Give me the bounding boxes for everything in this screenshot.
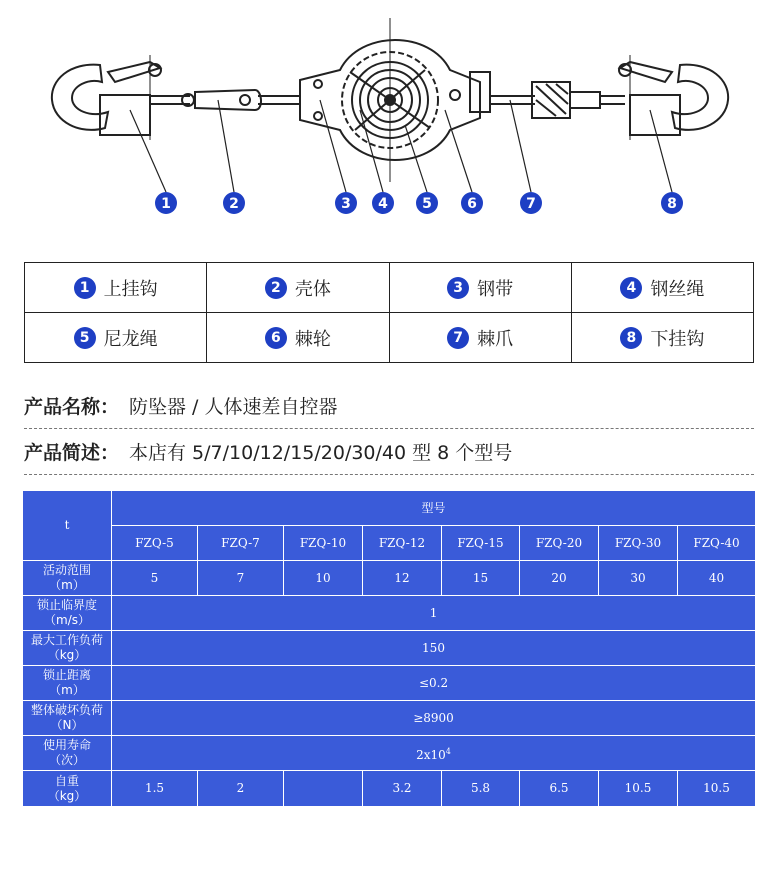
range-cell: 10 (284, 561, 363, 596)
weight-cell: 10.5 (599, 771, 678, 807)
product-diagram (0, 0, 780, 230)
part-label: 棘爪 (477, 328, 514, 350)
parts-cell (571, 313, 753, 363)
range-cell: 7 (198, 561, 284, 596)
product-desc-label: 产品简述： (24, 442, 120, 464)
weight-cell: 1.5 (112, 771, 198, 807)
part-label: 钢带 (477, 278, 514, 300)
table-row (23, 491, 756, 526)
product-name-value: 防坠器 / 人体速差自控器 (129, 396, 338, 418)
table-row (25, 263, 754, 313)
product-name-line (24, 392, 754, 429)
range-cell: 30 (599, 561, 678, 596)
diagram-number-label: 7 (526, 196, 536, 212)
table-row (23, 666, 756, 701)
model-cell: FZQ-7 (198, 526, 284, 561)
corner-cell: t (23, 491, 112, 561)
range-cell: 12 (363, 561, 442, 596)
diagram-number-label: 3 (341, 196, 351, 212)
model-cell: FZQ-40 (678, 526, 756, 561)
part-label: 尼龙绳 (103, 328, 158, 350)
diagram-number-label: 2 (229, 196, 239, 212)
lock-speed-value: 1 (112, 596, 756, 631)
number-badge: 6 (265, 327, 287, 349)
parts-cell (207, 313, 389, 363)
part-label: 上挂钩 (103, 278, 158, 300)
model-cell: FZQ-12 (363, 526, 442, 561)
product-desc-value: 本店有 5/7/10/12/15/20/30/40 型 8 个型号 (129, 442, 513, 464)
break-load-value: ≥8900 (112, 701, 756, 736)
number-badge: 2 (265, 277, 287, 299)
parts-cell (207, 263, 389, 313)
range-cell: 20 (520, 561, 599, 596)
part-label: 下挂钩 (650, 328, 705, 350)
row-header: 使用寿命 （次） (23, 736, 112, 771)
table-row (23, 736, 756, 771)
row-header: 活动范围 （m） (23, 561, 112, 596)
weight-cell: 3.2 (363, 771, 442, 807)
diagram-number-label: 4 (378, 196, 388, 212)
range-cell: 5 (112, 561, 198, 596)
number-badge: 1 (74, 277, 96, 299)
parts-cell (25, 313, 207, 363)
table-row (23, 596, 756, 631)
spec-table (22, 490, 756, 807)
model-cell: FZQ-5 (112, 526, 198, 561)
weight-cell: 10.5 (678, 771, 756, 807)
table-row (23, 701, 756, 736)
table-row (23, 526, 756, 561)
diagram-number-label: 1 (161, 196, 171, 212)
diagram-number-label: 5 (422, 196, 432, 212)
range-cell: 15 (442, 561, 520, 596)
range-cell: 40 (678, 561, 756, 596)
model-cell: FZQ-10 (284, 526, 363, 561)
model-cell: FZQ-20 (520, 526, 599, 561)
parts-legend-table (24, 262, 754, 363)
weight-cell: 2 (198, 771, 284, 807)
table-row (25, 313, 754, 363)
number-badge: 5 (74, 327, 96, 349)
table-row (23, 771, 756, 807)
weight-cell: 5.8 (442, 771, 520, 807)
number-badge: 4 (620, 277, 642, 299)
product-name-label: 产品名称： (24, 396, 120, 418)
model-cell: FZQ-15 (442, 526, 520, 561)
part-label: 壳体 (294, 278, 331, 300)
model-cell: FZQ-30 (599, 526, 678, 561)
number-badge: 8 (620, 327, 642, 349)
row-header: 锁止距离 （m） (23, 666, 112, 701)
table-row (23, 561, 756, 596)
weight-cell (284, 771, 363, 807)
parts-cell (571, 263, 753, 313)
row-header: 最大工作负荷 （kg） (23, 631, 112, 666)
parts-cell (25, 263, 207, 313)
diagram-number-label: 6 (467, 196, 477, 212)
row-header: 锁止临界度 （m/s） (23, 596, 112, 631)
max-load-value: 150 (112, 631, 756, 666)
number-badge: 7 (447, 327, 469, 349)
diagram-number-label: 8 (667, 196, 677, 212)
parts-cell (389, 313, 571, 363)
table-row (23, 631, 756, 666)
product-desc-line (24, 438, 754, 475)
parts-cell (389, 263, 571, 313)
part-label: 钢丝绳 (650, 278, 705, 300)
row-header: 自重 （kg） (23, 771, 112, 807)
lock-distance-value: ≤0.2 (112, 666, 756, 701)
number-badge: 3 (447, 277, 469, 299)
service-life-value: $2x10^4$ (112, 736, 756, 771)
row-header: 整体破坏负荷 （N） (23, 701, 112, 736)
weight-cell: 6.5 (520, 771, 599, 807)
part-label: 棘轮 (294, 328, 331, 350)
model-header: 型号 (112, 491, 756, 526)
